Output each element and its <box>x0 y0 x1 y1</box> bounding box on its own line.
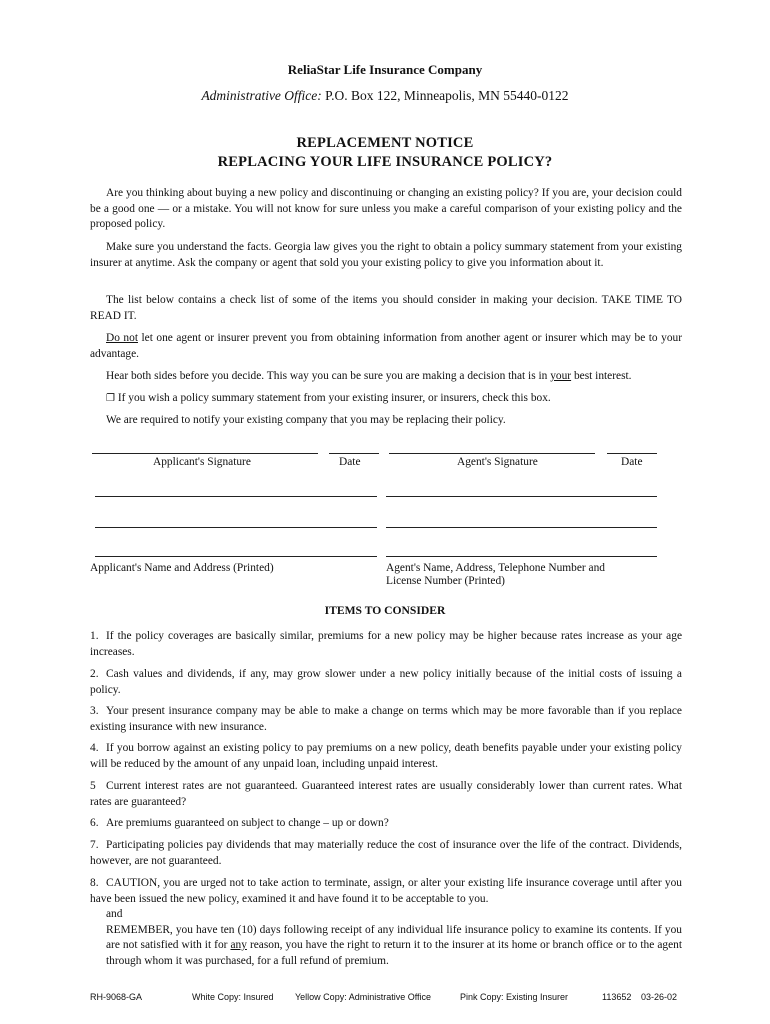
item-text: Cash values and dividends, if any, may grow slower under a new policy initially because of the initial costs of issuing a policy. <box>90 668 682 696</box>
agent-signature-line[interactable] <box>389 453 595 454</box>
paragraph-6 <box>90 391 682 407</box>
list-item <box>90 629 682 660</box>
list-item <box>90 741 682 772</box>
item-text: Participating policies pay dividends that may materially reduce the cost of insurance over the life of the contract. Dividends, however, are not guaranteed. <box>90 839 682 867</box>
pink-copy-label: Pink Copy: Existing Insurer <box>460 992 569 1002</box>
agent-date-label: Date <box>621 456 643 468</box>
agent-date-line[interactable] <box>607 453 657 454</box>
item-number: 6. <box>90 817 99 829</box>
applicant-date-line[interactable] <box>329 453 379 454</box>
agent-name-line-1[interactable] <box>386 496 657 497</box>
agent-name-line-2[interactable] <box>386 527 657 528</box>
form-id: RH-9068-GA <box>90 992 143 1002</box>
remember-start: REMEMBER, you have ten (10) days following receipt of any individual life insurance policy to examine its contents. If you are not satisfied with it for <box>106 923 682 951</box>
agent-name-label-line-1: Agent's Name, Address, Telephone Number and <box>386 562 605 574</box>
item-text: Are premiums guaranteed on subject to change – up or down? <box>106 817 389 829</box>
item-text: If the policy coverages are basically similar, premiums for a new policy may be higher because rates increase as your age increases. <box>90 630 682 658</box>
agent-name-line-3[interactable] <box>386 556 657 557</box>
your-emphasis: your <box>550 370 572 382</box>
applicant-name-line-3[interactable] <box>95 556 377 557</box>
paragraph-5-start: Hear both sides before you decide. This way you can be sure you are making a decision that is in <box>106 370 551 382</box>
item-text: CAUTION, you are urged not to take action to terminate, assign, or alter your existing life insurance coverage until after you have been issued the new policy, examined it and have found it to be acceptable to you. <box>90 877 682 905</box>
applicant-date-label: Date <box>339 456 361 468</box>
item-number: 3. <box>90 705 99 717</box>
item-text: If you borrow against an existing policy to pay premiums on a new policy, death benefits payable under your existing policy will be reduced by the amount of any unpaid loan, including unpaid interest. <box>90 742 682 770</box>
applicant-name-line-1[interactable] <box>95 496 377 497</box>
item-remember <box>90 923 682 970</box>
notice-title: REPLACEMENT NOTICE <box>296 135 474 151</box>
yellow-copy-label: Yellow Copy: Administrative Office <box>295 992 432 1002</box>
any-emphasis: any <box>230 939 247 951</box>
item-and: and <box>106 908 123 920</box>
applicant-name-label: Applicant's Name and Address (Printed) <box>90 562 274 574</box>
list-item <box>90 667 682 698</box>
form-code: 113652 <box>602 992 632 1002</box>
item-text: Current interest rates are not guaranteed. Guaranteed interest rates are usually considerably lower than current rates. What rates are guaranteed? <box>90 780 682 808</box>
office-address-text: P.O. Box 122, Minneapolis, MN 55440-0122 <box>325 88 569 103</box>
office-address <box>0 88 770 104</box>
paragraph-3: The list below contains a check list of some of the items you should consider in making your decision. TAKE TIME TO READ IT. <box>90 294 682 322</box>
paragraph-5 <box>90 369 682 385</box>
paragraph-7: We are required to notify your existing company that you may be replacing their policy. <box>106 414 506 426</box>
agent-name-label-line-2: License Number (Printed) <box>386 575 505 587</box>
item-number: 7. <box>90 839 99 851</box>
item-number: 5 <box>90 780 96 792</box>
list-item <box>90 838 682 869</box>
item-number: 8. <box>90 877 99 889</box>
list-item <box>90 816 682 832</box>
item-number: 1. <box>90 630 99 642</box>
list-item <box>90 704 682 735</box>
paragraph-6-text: If you wish a policy summary statement from your existing insurer, or insurers, check this box. <box>114 392 551 404</box>
item-text: Your present insurance company may be able to make a change on terms which may be more favorable than if you replace existing insurance with new insurance. <box>90 705 682 733</box>
notice-subtitle: REPLACING YOUR LIFE INSURANCE POLICY? <box>217 154 553 170</box>
policy-summary-checkbox[interactable]: ❐ <box>106 393 115 404</box>
agent-signature-label: Agent's Signature <box>457 456 538 468</box>
applicant-signature-label: Applicant's Signature <box>153 456 251 468</box>
applicant-signature-line[interactable] <box>92 453 318 454</box>
do-not-emphasis: Do not <box>106 332 138 344</box>
paragraph-2: Make sure you understand the facts. Georgia law gives you the right to obtain a policy summary statement from your existing insurer at anytime. Ask the company or agent that sold you your existing policy to give you information about it. <box>90 241 682 269</box>
list-item <box>90 779 682 810</box>
list-item <box>90 876 682 969</box>
paragraph-4-text: let one agent or insurer prevent you from obtaining information from another agent or insurer which may be to your advantage. <box>90 332 683 360</box>
office-label: Administrative Office: <box>201 88 322 103</box>
applicant-name-line-2[interactable] <box>95 527 377 528</box>
company-name: ReliaStar Life Insurance Company <box>287 62 483 77</box>
paragraph-1: Are you thinking about buying a new policy and discontinuing or changing an existing policy? If you are, your decision could be a good one — or a mistake. You will not know for sure unless you make a careful comparison of your existing policy and the proposed policy. <box>90 187 682 230</box>
white-copy-label: White Copy: Insured <box>192 992 274 1002</box>
remember-end: reason, you have the right to return it to the insurer at its home or branch office or to the agent through whom it was purchased, for a full refund of premium. <box>106 939 682 967</box>
item-number: 2. <box>90 668 99 680</box>
form-date: 03-26-02 <box>641 992 678 1002</box>
items-to-consider-title: ITEMS TO CONSIDER <box>324 604 446 617</box>
paragraph-5-end: best interest. <box>571 370 632 382</box>
item-number: 4. <box>90 742 99 754</box>
paragraph-4 <box>90 331 682 362</box>
